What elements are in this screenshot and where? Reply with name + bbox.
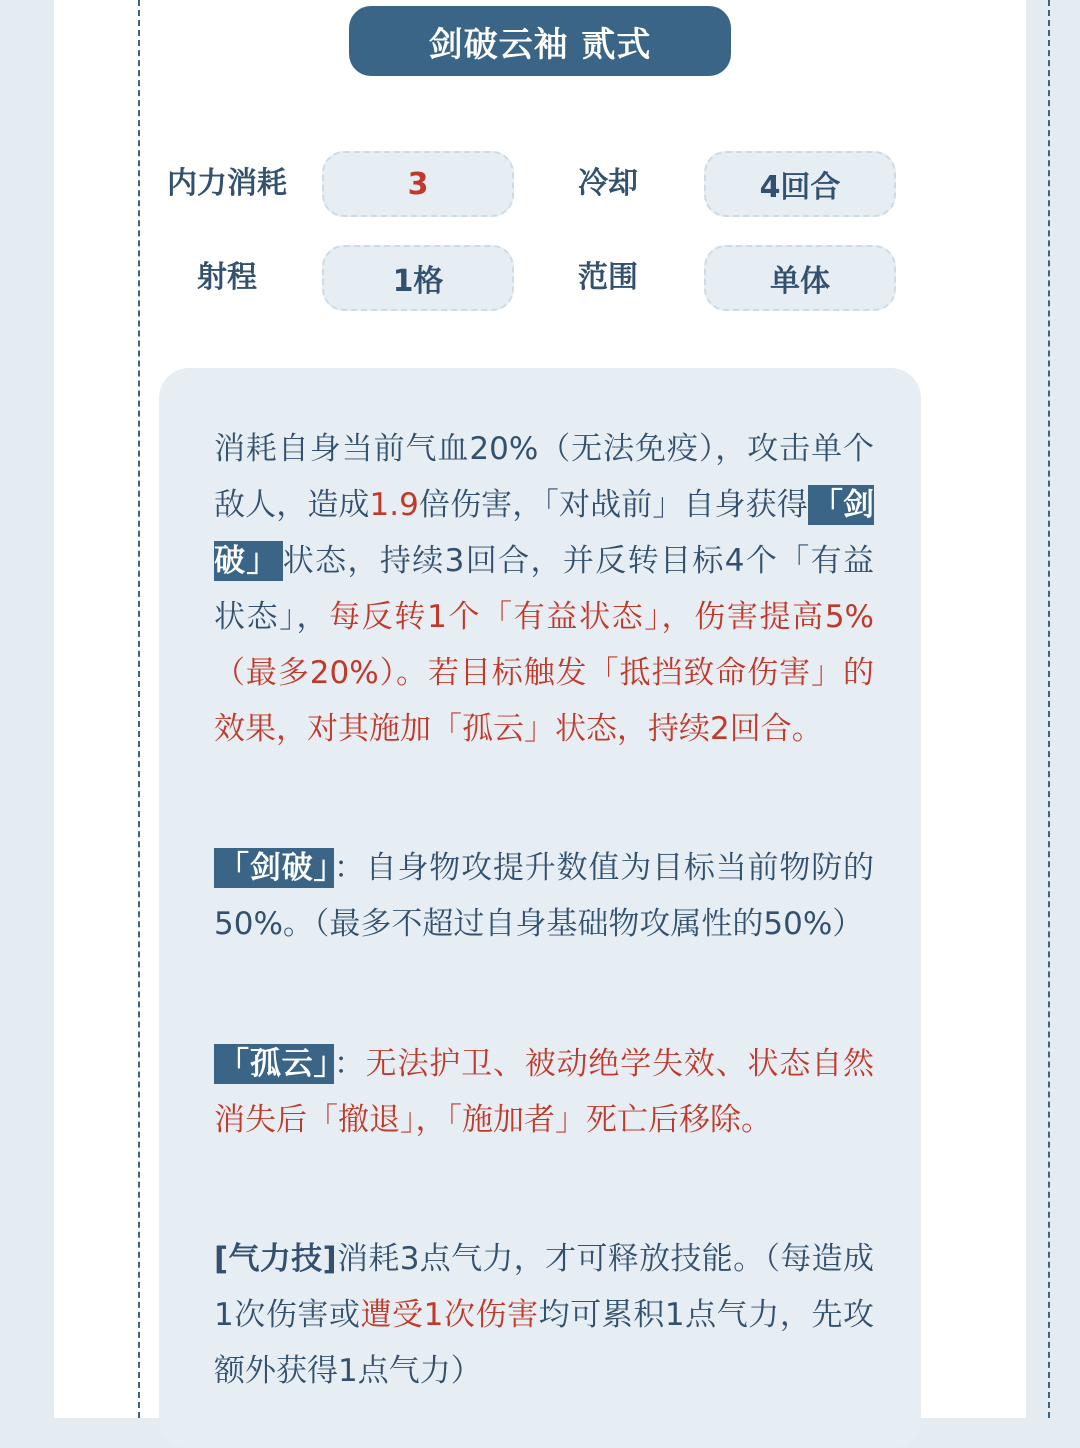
qili-tag: [气力技] [214, 1241, 337, 1277]
status-tag-guyun: 「孤云」 [214, 1044, 334, 1084]
description-highlight: 每反转1个「有益状态」，伤害提高5%（最多20%）。若目标触发「抵挡致命伤害」的效果，对其施加「孤云」状态，持续2回合。 [214, 599, 875, 747]
area-label: 范围 [578, 260, 638, 295]
jianpo-definition [214, 840, 874, 952]
cooldown-label: 冷却 [578, 166, 638, 201]
qili-skill-note [214, 1231, 874, 1399]
status-tag-jianpo: 「剑破」 [214, 848, 334, 888]
guyun-text: 无法护卫、被动绝学失效、状态自然消失后「撤退」，「施加者」死亡后移除。 [214, 1046, 875, 1138]
skill-title: 剑破云袖 贰式 [349, 6, 731, 76]
dashed-border-left [138, 0, 140, 1418]
jianpo-text: 自身物攻提升数值为目标当前物防的50%。（最多不超过自身基础物攻属性的50%） [214, 850, 875, 942]
description-text: 倍伤害，「对战前」自身获得 [418, 487, 808, 523]
qili-text: 均可累积1点气力，先攻额外获得1点气力） [214, 1297, 874, 1389]
guyun-definition [214, 1036, 874, 1148]
skill-description [214, 421, 874, 757]
description-text: 状态，持续3回合，并反转目标4个「有益状态」， [214, 543, 875, 635]
description-text: 消耗自身当前气血20%（无法免疫），攻击单个敌人，造成 [214, 431, 874, 523]
qili-highlight: 遭受1次伤害 [360, 1297, 539, 1333]
area-value: 单体 [704, 245, 896, 311]
dashed-border-right [1048, 0, 1050, 1418]
range-label: 射程 [197, 260, 257, 295]
range-value: 1格 [322, 245, 514, 311]
cost-label: 内力消耗 [167, 166, 287, 201]
qili-text: 消耗3点气力，才可释放技能。（每造成1次伤害或 [214, 1241, 874, 1333]
status-tag-jianpo: 「剑破」 [214, 487, 874, 579]
cost-value: 3 [322, 151, 514, 217]
cooldown-value: 4回合 [704, 151, 896, 217]
damage-multiplier: 1.9 [369, 487, 419, 523]
separator: ： [333, 1046, 366, 1082]
separator: ： [333, 850, 366, 886]
